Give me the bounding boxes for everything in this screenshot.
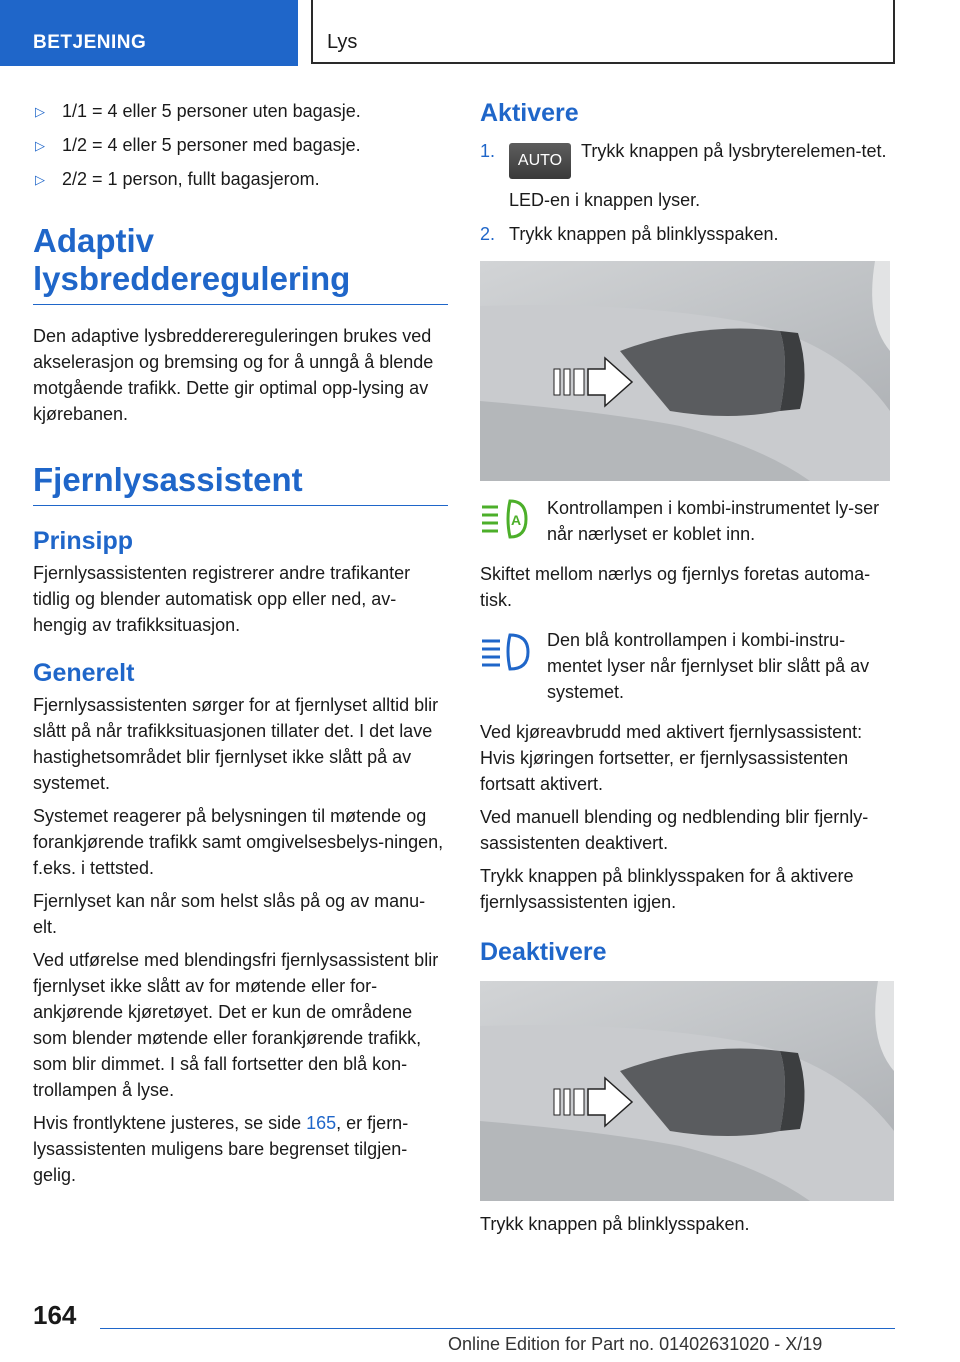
heading-deaktivere: Deaktivere	[480, 938, 607, 966]
heading-aktivere: Aktivere	[480, 99, 579, 127]
right-column	[480, 98, 896, 1244]
indicator-highbeam-row: Den blå kontrollampen i kombi-instru-mentet lyser når fjernlyset blir slått på av systemet.	[480, 627, 896, 705]
low-beam-assist-icon	[480, 497, 530, 541]
chapter-title: Lys	[311, 0, 895, 64]
paragraph-generelt-5: Hvis frontlyktene justeres, se side 165, er fjern-lysassistenten muligens bare begrenset tilgjen-gelig.	[33, 1113, 409, 1185]
paragraph-abort-1: Ved kjøreavbrudd med aktivert fjernlysassistent: Hvis kjøringen fortsetter, er fjernlysassistenten fortsatt aktivert.	[480, 722, 863, 794]
bullet-triangle-icon: ▷	[35, 138, 45, 153]
svg-text:A: A	[511, 512, 522, 528]
step-1-note: LED-en i knappen lyser.	[509, 190, 701, 210]
paragraph-generelt-1: Fjernlysassistenten sørger for at fjernlyset alltid blir slått på når trafikksituasjonen tillater det. I det lave hastighetsområdet blir fjernlyset ikke slått på av systemet.	[33, 695, 439, 793]
footer-rule	[100, 1328, 895, 1329]
stalk-photo-activate	[480, 261, 890, 481]
turn-signal-stalk-illustration	[480, 981, 894, 1201]
bullet-triangle-icon: ▷	[35, 104, 45, 119]
auto-button-icon: AUTO	[509, 143, 571, 179]
heading-rule	[33, 304, 448, 305]
turn-signal-stalk-illustration	[480, 261, 890, 481]
indicator-lowbeam-row: A Kontrollampen i kombi-instrumentet ly-ser når nærlyset er koblet inn.	[480, 495, 896, 547]
list-item: ▷ 2/2 = 1 person, fullt bagasjerom.	[33, 166, 448, 192]
paragraph-switch: Skiftet mellom nærlys og fjernlys foretas automa-tisk.	[480, 564, 871, 610]
heading-generelt: Generelt	[33, 659, 135, 687]
step-2: 2. Trykk knappen på blinklysspaken.	[480, 224, 779, 244]
step-1: 1. AUTO Trykk knappen på lysbryterelemen-tet. LED-en i knappen lyser.	[480, 138, 896, 213]
heading-adaptive: Adaptiv lysbredderegulering	[33, 222, 351, 297]
paragraph-prinsipp: Fjernlysassistenten registrerer andre trafikanter tidlig og blender automatisk opp eller ned, av-hengig av trafikksituasjon.	[33, 563, 411, 635]
page-header	[0, 0, 960, 66]
paragraph-abort-3: Trykk knappen på blinklysspaken for å aktivere fjernlysassistenten igjen.	[480, 866, 854, 912]
paragraph-abort-2: Ved manuell blending og nedblending blir fjernly-sassistenten deaktivert.	[480, 807, 869, 853]
caption: Trykk knappen på blinklysspaken.	[480, 1214, 750, 1234]
stalk-photo-deactivate	[480, 981, 894, 1201]
edition-note: Online Edition for Part no. 01402631020 - X/19	[448, 1334, 823, 1354]
paragraph-generelt-2: Systemet reagerer på belysningen til møtende og forankjørende trafikk samt omgivelsesbelys-ningen, f.eks. i tettsted.	[33, 806, 444, 878]
bullet-triangle-icon: ▷	[35, 172, 45, 187]
high-beam-icon	[480, 629, 530, 673]
paragraph-generelt-4: Ved utførelse med blendingsfri fjernlysassistent blir fjernlyset ikke slått av for møtende eller for-ankjørende kjøretøyet. Det er kun de områdene som blender møtende eller forankjørende trafikk, som blir dimmet. I så fall fortsetter den blå kon-trollampen å lyse.	[33, 950, 439, 1100]
paragraph-generelt-3: Fjernlyset kan når som helst slås på og av manu-elt.	[33, 891, 426, 937]
page-link[interactable]: 165	[306, 1113, 337, 1133]
paragraph-adaptive: Den adaptive lysbredderereguleringen brukes ved akselerasjon og bremsing og for å unngå å blende motgående trafikk. Dette gir optimal opp-lysing av kjørebanen.	[33, 326, 434, 424]
heading-assist: Fjernlysassistent	[33, 461, 448, 506]
list-item: ▷ 1/2 = 4 eller 5 personer med bagasje.	[33, 132, 448, 158]
heading-prinsipp: Prinsipp	[33, 527, 134, 555]
list-item: ▷ 1/1 = 4 eller 5 personer uten bagasje.	[33, 98, 448, 124]
left-column	[33, 98, 448, 1195]
page-number: 164	[33, 1300, 77, 1330]
section-tab: BETJENING	[0, 0, 298, 66]
